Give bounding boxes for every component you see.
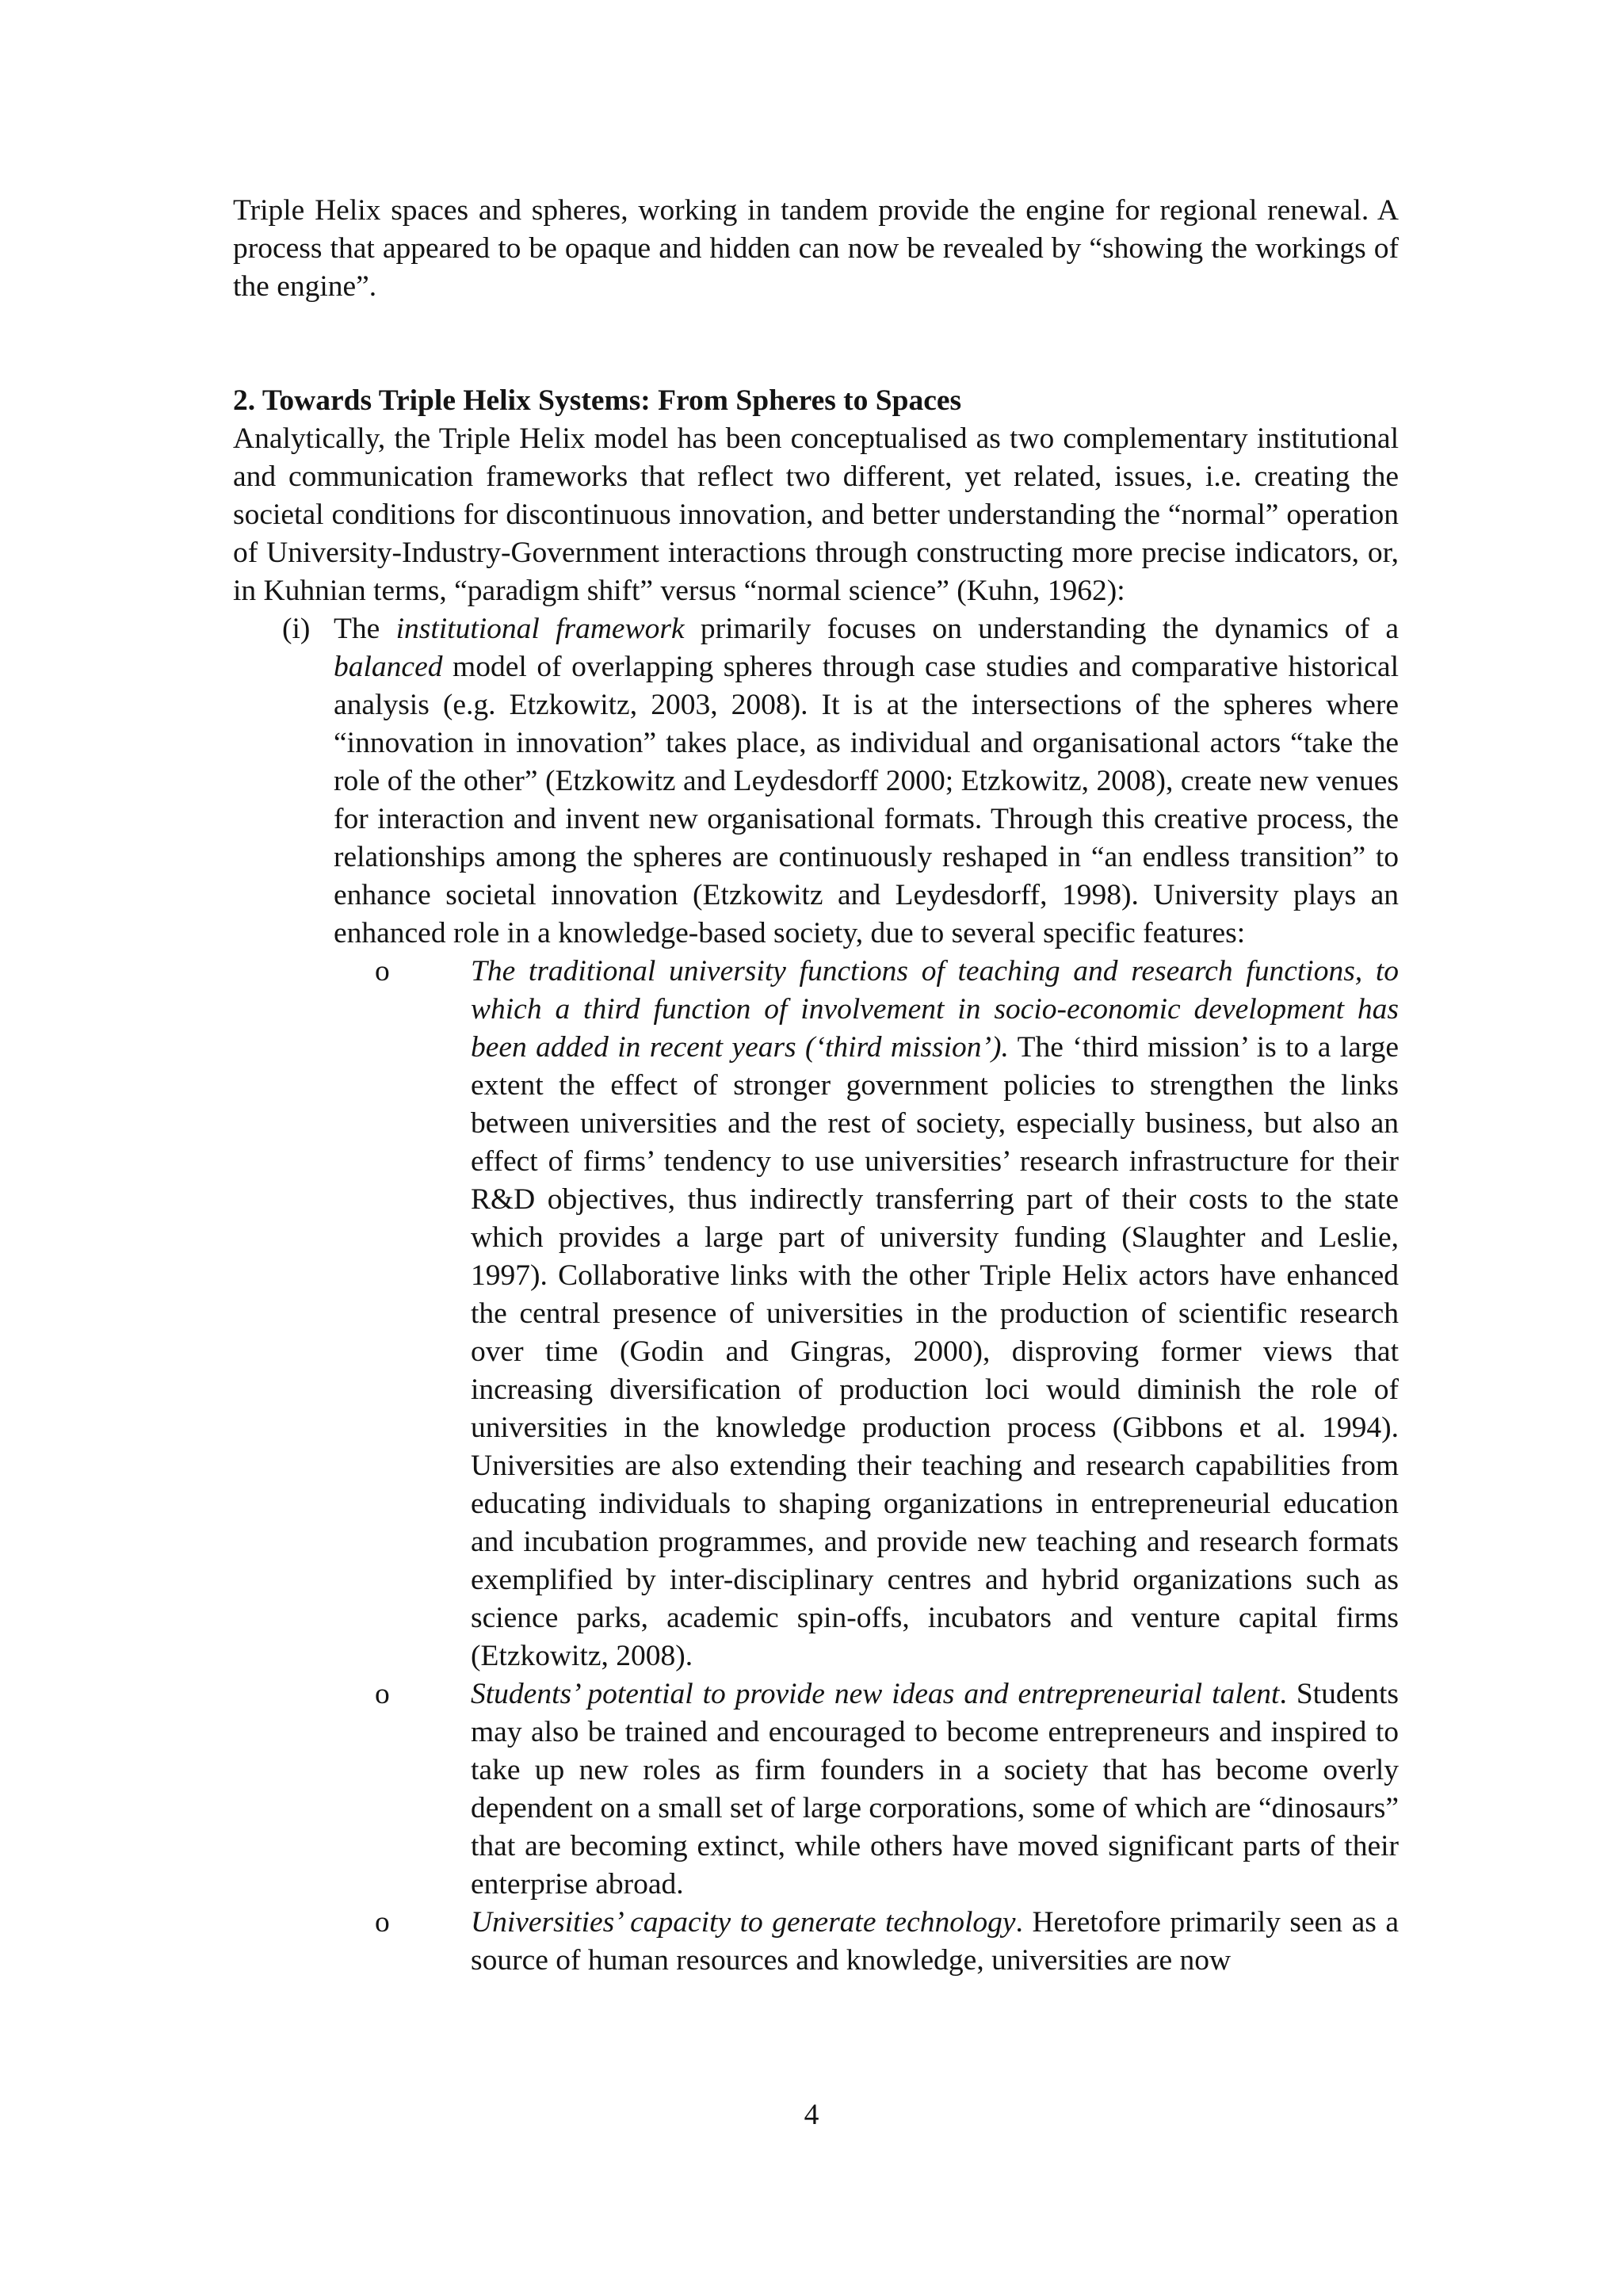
bullet-item	[375, 953, 1399, 1675]
section-paragraph: Analytically, the Triple Helix model has been conceptualised as two complementary institutional and communication frameworks that reflect two different, yet related, issues, i.e. creating the societal conditions for discontinuous innovation, and better understanding the “normal” operation of University-Industry-Government interactions through constructing more precise indicators, or, in Kuhnian terms, “paradigm shift” versus “normal science” (Kuhn, 1962):	[233, 422, 1399, 607]
item-emphasis-2: balanced	[334, 651, 443, 683]
item-text-3: model of overlapping spheres through case studies and comparative historical analysis (e.g. Etzkowitz, 2003, 2008). It is at the intersections of the spheres where “innovation in innovation” takes place, as individual and organisational actors “take the role of the other” (Etzkowitz and Leydesdorff 2000; Etzkowitz, 2008), create new venues for interaction and invent new organisational formats. Through this creative process, the relationships among the spheres are continuously reshaped in “an endless transition” to enhance societal innovation (Etzkowitz and Leydesdorff, 1998). University plays an enhanced role in a knowledge-based society, due to several specific features:	[334, 651, 1399, 949]
bullet-body	[471, 1904, 1399, 1980]
page-number: 4	[804, 2099, 819, 2131]
bullet-marker: o	[375, 1906, 390, 1939]
bullet-marker: o	[375, 955, 390, 988]
bullet-text: . Students may also be trained and encouraged to become entrepreneurs and inspired to take up new roles as firm founders in a society that has become overly dependent on a small set of large corporations, some of which are “dinosaurs” that are becoming extinct, while others have moved significant parts of their enterprise abroad.	[471, 1678, 1399, 1901]
bullet-body	[471, 953, 1399, 1675]
item-emphasis-1: institutional framework	[395, 613, 685, 645]
list-item-i	[282, 610, 1399, 1980]
item-text-2: primarily focuses on understanding the dynamics of a	[684, 613, 1399, 645]
bullet-item	[375, 1904, 1399, 1980]
bullet-lead: The traditional university functions of teaching and research functions, to which a third function of involvement in socio-economic development has been added in recent years (‘third mission’).	[471, 955, 1399, 1064]
bullet-list	[334, 953, 1399, 1980]
item-text-1: The	[334, 613, 396, 645]
bullet-body	[471, 1675, 1399, 1904]
list-item-body	[334, 610, 1399, 953]
bullet-marker: o	[375, 1678, 390, 1710]
bullet-lead: Students’ potential to provide new ideas and entrepreneurial talent	[471, 1678, 1280, 1710]
page-body	[233, 192, 1399, 1980]
list-item-label: (i)	[282, 613, 311, 645]
bullet-lead: Universities’ capacity to generate technology	[471, 1906, 1016, 1939]
bullet-text: The ‘third mission’ is to a large extent the effect of stronger government policies to strengthen the links between universities and the rest of society, especially business, but also an effect of firms’ tendency to use universities’ research infrastructure for their R&D objectives, thus indirectly transferring part of their costs to the state which provides a large part of university funding (Slaughter and Leslie, 1997). Collaborative links with the other Triple Helix actors have enhanced the central presence of universities in the production of scientific research over time (Godin and Gingras, 2000), disproving former views that increasing diversification of production loci would diminish the role of universities in the knowledge production process (Gibbons et al. 1994). Universities are also extending their teaching and research capabilities from educating individuals to shaping organizations in entrepreneurial education and incubation programmes, and provide new teaching and research formats exemplified by inter-disciplinary centres and hybrid organizations such as science parks, academic spin-offs, incubators and venture capital firms (Etzkowitz, 2008).	[471, 1031, 1399, 1672]
section-heading: 2. Towards Triple Helix Systems: From Spheres to Spaces	[233, 384, 962, 417]
bullet-item	[375, 1675, 1399, 1904]
intro-paragraph: Triple Helix spaces and spheres, working in tandem provide the engine for regional renewal. A process that appeared to be opaque and hidden can now be revealed by “showing the workings of the engine”.	[233, 194, 1399, 303]
bullet-text: . Heretofore primarily seen as a source of human resources and knowledge, universities are now	[471, 1906, 1399, 1977]
